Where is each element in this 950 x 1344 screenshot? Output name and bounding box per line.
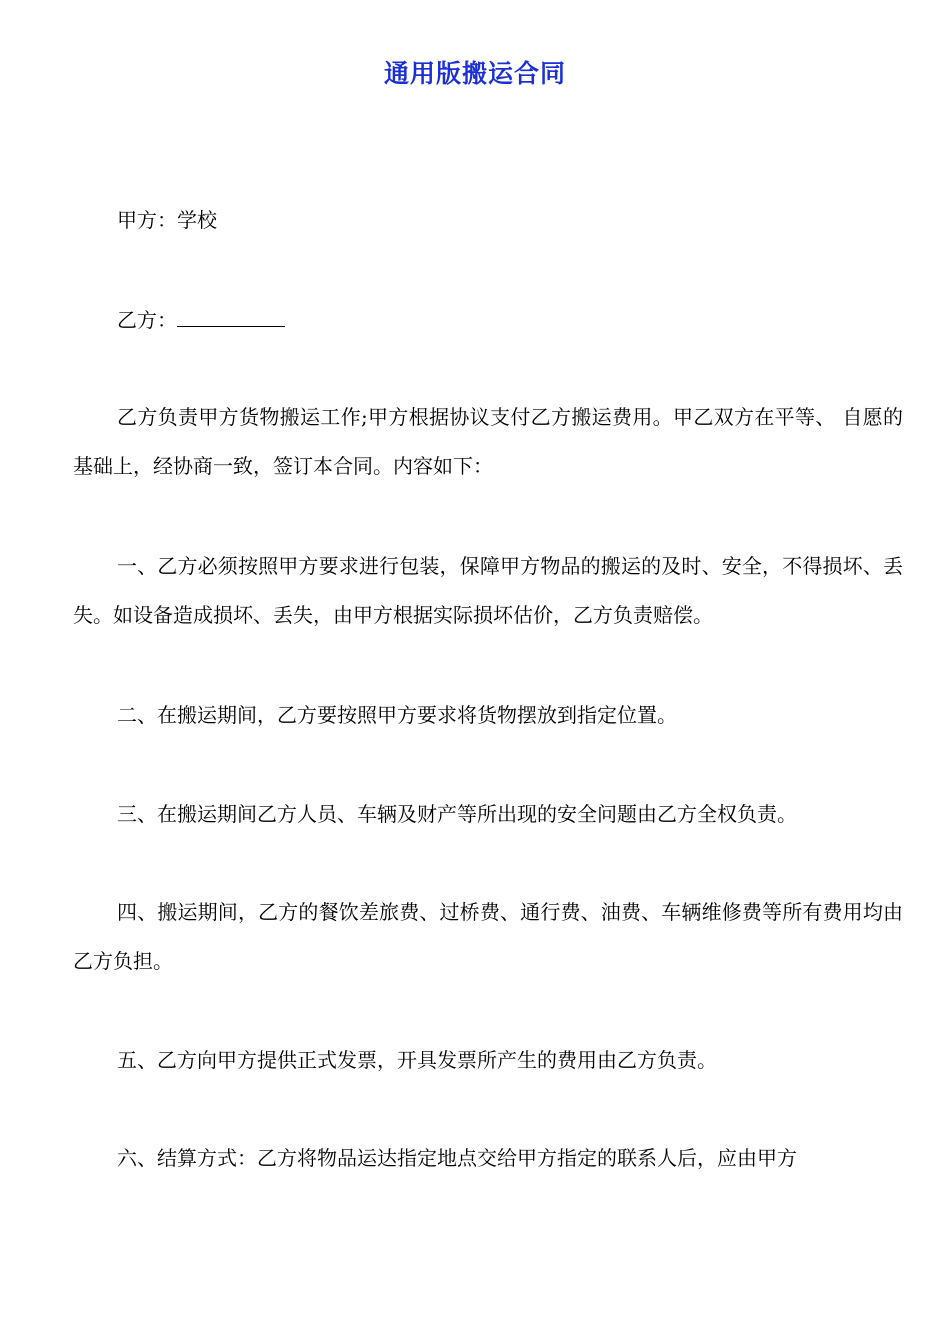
party-a-line: 甲方：学校	[117, 208, 217, 232]
document-title: 通用版搬运合同	[383, 59, 566, 88]
clause-5: 五、乙方向甲方提供正式发票，开具发票所产生的费用由乙方负责。	[117, 1048, 717, 1072]
party-b-line	[73, 296, 903, 345]
clause-6: 六、结算方式：乙方将物品运达指定地点交给甲方指定的联系人后，应由甲方	[117, 1146, 797, 1170]
party-b-label: 乙方：	[117, 308, 177, 332]
clause-2: 二、在搬运期间，乙方要按照甲方要求将货物摆放到指定位置。	[117, 703, 677, 727]
party-b-blank-field	[177, 308, 285, 327]
clause-1: 一、乙方必须按照甲方要求进行包装，保障甲方物品的搬运的及时、安全，不得损坏、丢失。如设备造成损坏、丢失，由甲方根据实际损坏估价，乙方负责赔偿。	[73, 554, 903, 627]
clause-4: 四、搬运期间，乙方的餐饮差旅费、过桥费、通行费、油费、车辆维修费等所有费用均由乙方负担。	[73, 900, 903, 973]
intro-paragraph: 乙方负责甲方货物搬运工作;甲方根据协议支付乙方搬运费用。甲乙双方在平等、 自愿的基础上，经协商一致，签订本合同。内容如下：	[73, 405, 903, 478]
clause-3: 三、在搬运期间乙方人员、车辆及财产等所出现的安全问题由乙方全权负责。	[117, 802, 797, 826]
